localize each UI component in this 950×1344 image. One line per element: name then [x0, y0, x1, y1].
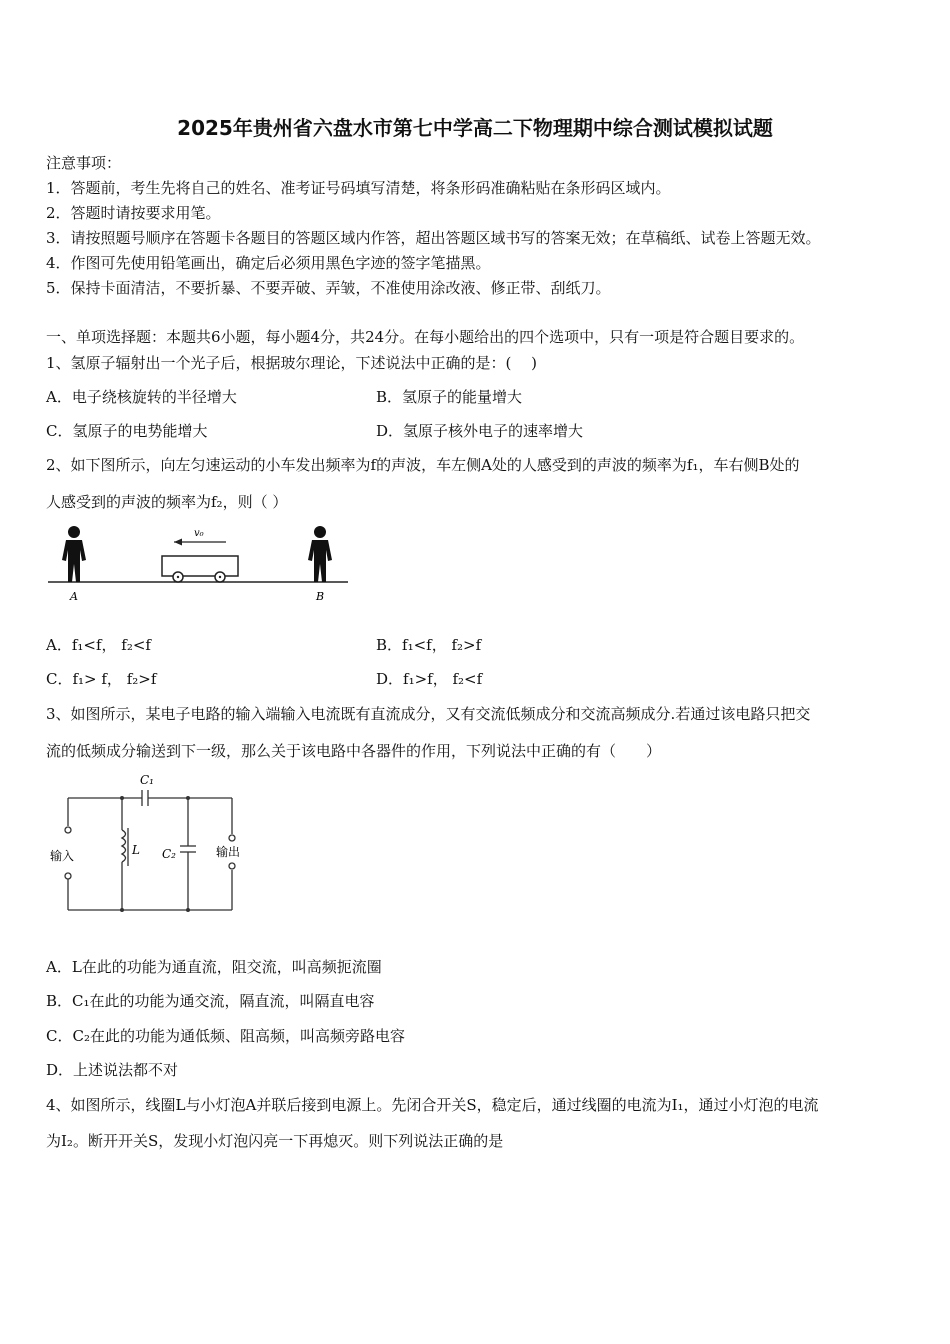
- q3-stem-line2: 流的低频成分输送到下一级，那么关于该电路中各器件的作用，下列说法中正确的有（ ）: [46, 742, 662, 760]
- notice-item-2: 2．答题时请按要求用笔。: [46, 204, 221, 222]
- notice-item-5: 5．保持卡面清洁，不要折暴、不要弄破、弄皱，不准使用涂改液、修正带、刮纸刀。: [46, 279, 611, 297]
- q3-option-b: B．C₁在此的功能为通交流，隔直流，叫隔直电容: [46, 992, 375, 1010]
- q3-circuit-figure: [46, 768, 266, 918]
- q1-stem: 1、氢原子辐射出一个光子后，根据玻尔理论，下述说法中正确的是：( ): [46, 354, 538, 372]
- q2-stem-line1: 2、如下图所示，向左匀速运动的小车发出频率为f的声波，车左侧A处的人感受到的声波的频率为f₁，车右侧B处的: [46, 456, 800, 474]
- person-a-icon: [62, 526, 86, 582]
- label-c2: C₂: [162, 847, 176, 861]
- q4-stem-line2: 为I₂。断开开关S，发现小灯泡闪亮一下再熄灭。则下列说法正确的是: [46, 1132, 504, 1150]
- label-a: A: [70, 590, 78, 603]
- q2-option-a: A．f₁<f， f₂<f: [46, 636, 151, 654]
- q3-option-c: C．C₂在此的功能为通低频、阻高频，叫高频旁路电容: [46, 1027, 405, 1045]
- notice-item-1: 1．答题前，考生先将自己的姓名、准考证号码填写清楚，将条形码准确粘贴在条形码区域内。: [46, 179, 671, 197]
- q1-option-a: A．电子绕核旋转的半径增大: [46, 388, 237, 406]
- q4-stem-line1: 4、如图所示，线圈L与小灯泡A并联后接到电源上。先闭合开关S，稳定后，通过线圈的电流为I₁，通过小灯泡的电流: [46, 1096, 819, 1114]
- q1-option-d: D．氢原子核外电子的速率增大: [376, 422, 584, 440]
- q2-stem-line2: 人感受到的声波的频率为f₂，则（ ）: [46, 493, 288, 511]
- q2-option-b: B．f₁<f， f₂>f: [376, 636, 482, 654]
- q1-option-c: C．氢原子的电势能增大: [46, 422, 208, 440]
- q2-option-d: D．f₁>f， f₂<f: [376, 670, 483, 688]
- label-c1: C₁: [140, 773, 154, 787]
- notice-item-3: 3．请按照题号顺序在答题卡各题目的答题区域内作答，超出答题区域书写的答案无效；在草稿纸、试卷上答题无效。: [46, 229, 821, 247]
- page-title: 2025年贵州省六盘水市第七中学高二下物理期中综合测试模拟试题: [177, 116, 773, 140]
- q2-figure: [46, 520, 356, 610]
- q3-option-d: D．上述说法都不对: [46, 1061, 179, 1079]
- notice-heading: 注意事项：: [46, 154, 122, 172]
- velocity-label: v₀: [194, 528, 204, 539]
- q1-option-b: B．氢原子的能量增大: [376, 388, 523, 406]
- label-l: L: [132, 843, 140, 857]
- section-heading: 一、单项选择题：本题共6小题，每小题4分，共24分。在每小题给出的四个选项中，只有一项是符合题目要求的。: [46, 328, 805, 346]
- label-b: B: [316, 590, 325, 603]
- cart-icon: [162, 556, 238, 582]
- q3-option-a: A．L在此的功能为通直流，阻交流，叫高频扼流圈: [46, 958, 382, 976]
- notice-item-4: 4．作图可先使用铅笔画出，确定后必须用黑色字迹的签字笔描黑。: [46, 254, 491, 272]
- person-b-icon: [308, 526, 332, 582]
- velocity-arrow-icon: [174, 539, 226, 546]
- q2-option-c: C．f₁> f， f₂>f: [46, 670, 157, 688]
- label-output: 输出: [216, 845, 241, 859]
- label-input: 输入: [50, 849, 75, 863]
- q3-stem-line1: 3、如图所示，某电子电路的输入端输入电流既有直流成分，又有交流低频成分和交流高频成分.若通过该电路只把交: [46, 705, 811, 723]
